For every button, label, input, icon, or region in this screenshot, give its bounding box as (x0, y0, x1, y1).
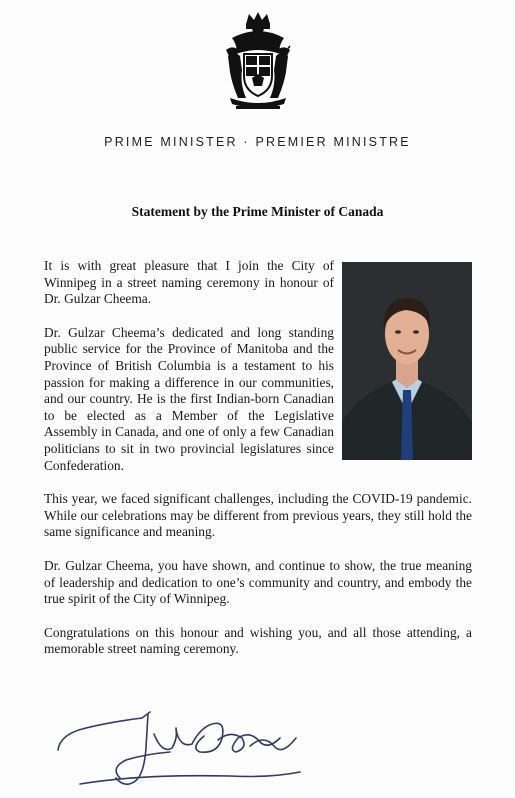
paragraph-1: It is with great pleasure that I join the City of Winnipeg in a street naming ceremony in honour of Dr. Gulzar Cheema. (44, 258, 334, 307)
paragraph-2: Dr. Gulzar Cheema’s dedicated and long standing public service for the Province of Manitoba and the Province of British Columbia is a testament to his passion for making a difference in our communities, and our country. He is the first Indian-born Canadian to be elected as a Member of the Legislative Assembly in Canada, and one of only a few Canadian politicians to sit in two provincial legislatures since Confederation. (44, 324, 334, 473)
statement-title: Statement by the Prime Minister of Canada (131, 204, 384, 219)
office-heading: PRIME MINISTER · PREMIER MINISTRE (104, 135, 411, 149)
handwritten-signature-icon (50, 698, 310, 793)
canada-coat-of-arms-icon (222, 10, 294, 112)
paragraph-5: Congratulations on this honour and wishing you, and all those attending, a memorable street naming ceremony. (44, 624, 472, 657)
paragraph-3: This year, we faced significant challenges, including the COVID-19 pandemic. While our celebrations may be different from previous years, they still hold the same significance and meaning. (44, 491, 472, 540)
paragraph-4: Dr. Gulzar Cheema, you have shown, and continue to show, the true meaning of leadership and dedication to one’s community and country, and embody the true spirit of the City of Winnipeg. (44, 557, 472, 607)
portrait-photo (342, 262, 472, 460)
statement-body (44, 258, 472, 675)
